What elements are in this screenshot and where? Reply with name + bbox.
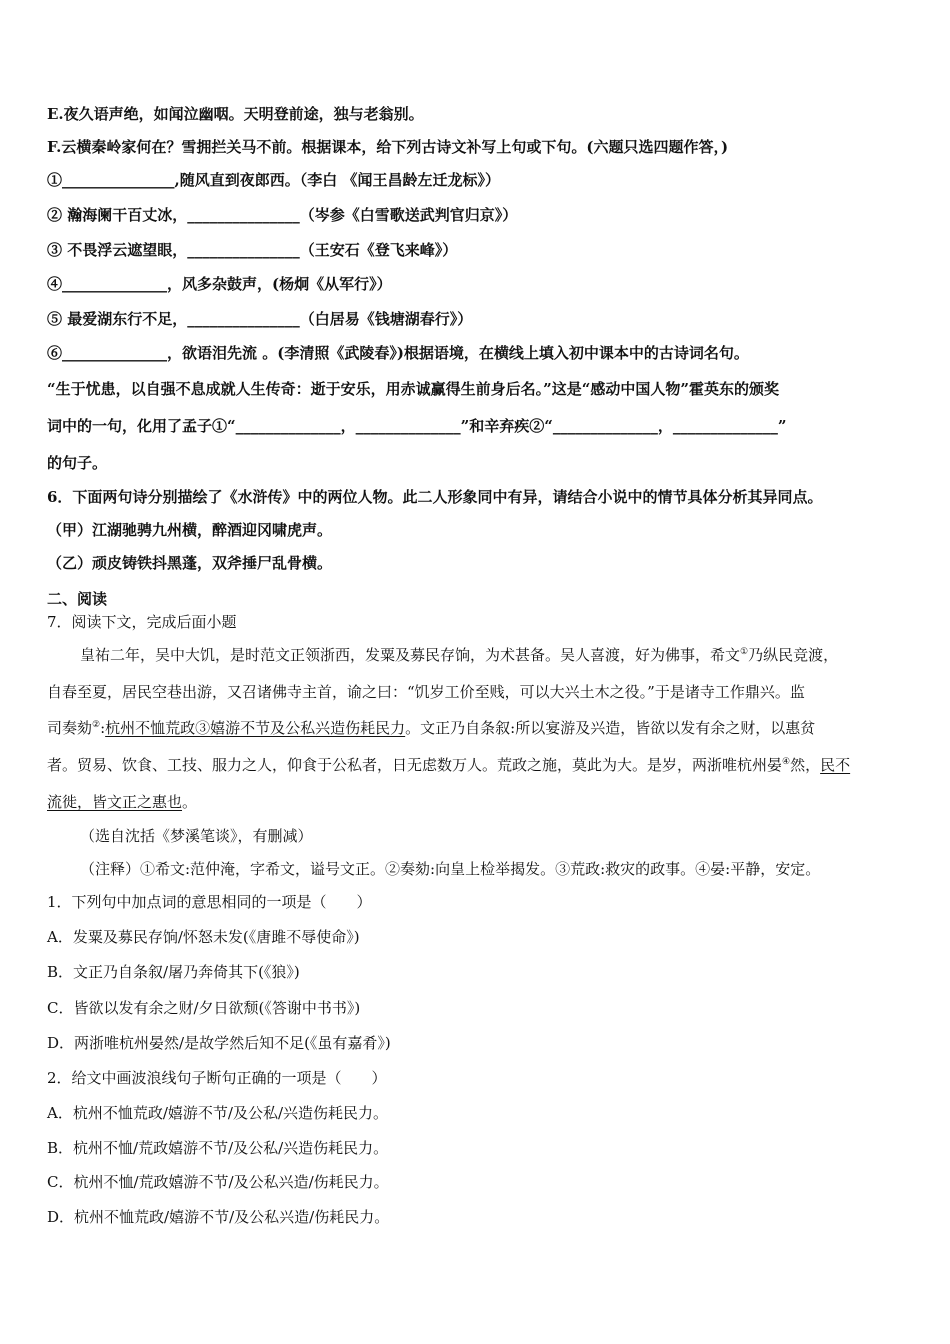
sub-question-1-option-a: A．发粟及募民存饷/怀怒未发(《唐雎不辱使命》) [47,928,360,946]
sub-question-1-option-d: D．两浙唯杭州晏然/是故学然后知不足(《虽有嘉肴》) [47,1034,391,1052]
blank-item-4: ④______________，风多杂鼓声，(杨炯《从军行》） [47,275,392,293]
sub-question-1-option-b: B．文正乃自条叙/屠乃奔倚其下(《狼》) [47,963,300,981]
question-6-poem-jia: （甲）江湖驰骋九州横，醉酒迎冈啸虎声。 [47,521,333,539]
blank-item-6: ⑥______________，欲语泪先流 。(李清照《武陵春》)根据语境，在横线上填入初中课本中的古诗词名句。 [47,344,749,362]
fill-context-line-2: 词中的一句，化用了孟子①“______________，______________”和辛弃疾②“______________，______________” [47,417,787,435]
blank-item-2: ② 瀚海阑干百丈冰，_______________（岑参《白雪歌送武判官归京》） [47,206,518,224]
footnote-marker: ④ [782,757,791,767]
sub-question-2-stem: 2．给文中画波浪线句子断句正确的一项是（ ） [47,1069,387,1087]
fill-context-line-3: 的句子。 [47,454,108,472]
passage-text: 。文正乃自条叙:所以宴游及兴造，皆欲以发有余之财，以惠贫 [405,719,816,737]
sub-question-2-option-c: C．杭州不恤/荒政嬉游不节/及公私兴造/伤耗民力。 [47,1173,389,1191]
passage-line-3 [47,718,815,738]
sub-question-2-option-a: A．杭州不恤荒政/嬉游不节/及公私/兴造伤耗民力。 [47,1104,388,1122]
passage-source: （选自沈括《梦溪笔谈》，有删减） [80,827,313,845]
question-6-stem: 6．下面两句诗分别描绘了《水浒传》中的两位人物。此二人形象同中有异，请结合小说中的情节具体分析其异同点。 [47,488,823,506]
blank-item-3: ③ 不畏浮云遮望眼，_______________（王安石《登飞来峰》） [47,241,458,259]
question-6-poem-yi: （乙）顽皮铸铁抖黑蓬，双斧捶尸乱骨横。 [47,554,333,572]
passage-text: : [100,719,106,737]
blank-item-1: ①_______________,随风直到夜郎西。（李白 《闻王昌龄左迁龙标》） [47,171,500,189]
passage-line-5 [47,792,197,812]
passage-line-1 [80,645,838,665]
fill-context-line-1: “生于忧患，以自强不息成就人生传奇：逝于安乐，用赤诚赢得生前身后名。”这是“感动中国人物”霍英东的颁奖 [47,380,780,398]
poem-line-f-instruction: F.云横秦岭家何在？雪拥拦关马不前。根据课本，给下列古诗文补写上句或下句。(六题只选四题作答，) [47,138,729,156]
underlined-sentence: 流徙，皆文正之惠也 [47,793,183,811]
passage-text: 。 [182,793,198,811]
footnote-marker: ② [92,720,101,730]
footnote-marker: ① [740,647,749,657]
wavy-underlined-sentence: 杭州不恤荒政③嬉游不节及公私兴造伤耗民力 [105,719,406,737]
passage-text: 皇祐二年，吴中大饥，是时范文正领浙西，发粟及募民存饷，为术甚备。吴人喜渡，好为佛事，希文 [80,646,741,664]
sub-question-2-option-b: B．杭州不恤/荒政嬉游不节/及公私/兴造伤耗民力。 [47,1139,389,1157]
passage-notes: （注释）①希文:范仲淹，字希文，谥号文正。②奏劾:向皇上检举揭发。③荒政:救灾的政事。④晏:平静，安定。 [80,860,821,878]
poem-line-e: E.夜久语声绝，如闻泣幽咽。天明登前途，独与老翁别。 [47,105,424,123]
passage-line-4 [47,755,850,775]
sub-question-2-option-d: D．杭州不恤荒政/嬉游不节/及公私兴造/伤耗民力。 [47,1208,390,1226]
passage-text: 乃纵民竞渡， [748,646,839,664]
sub-question-1-option-c: C．皆欲以发有余之财/夕日欲颓(《答谢中书书》) [47,999,361,1017]
passage-line-2: 自春至夏，居民空巷出游，又召诸佛寺主首，谕之曰：“饥岁工价至贱，可以大兴土木之役。”于是诸寺工作鼎兴。监 [47,683,805,701]
question-7-stem: 7．阅读下文，完成后面小题 [47,613,237,631]
passage-text: 者。贸易、饮食、工技、服力之人，仰食于公私者，日无虑数万人。荒政之施，莫此为大。是岁，两浙唯杭州晏 [47,756,783,774]
section-title-reading: 二、阅读 [47,590,108,608]
sub-question-1-stem: 1．下列句中加点词的意思相同的一项是（ ） [47,893,372,911]
passage-text: 然， [790,756,821,774]
underlined-sentence: 民不 [820,756,851,774]
passage-text: 司奏劾 [47,719,93,737]
blank-item-5: ⑤ 最爱湖东行不足，_______________（白居易《钱塘湖春行》） [47,310,473,328]
